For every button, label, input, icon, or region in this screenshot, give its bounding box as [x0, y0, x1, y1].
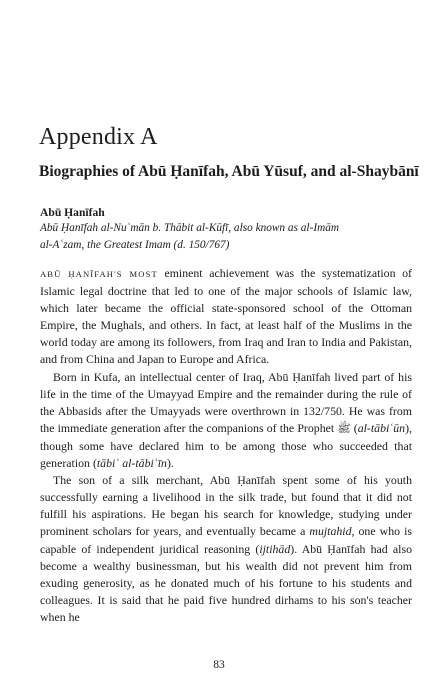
- paragraph-3-text-a: The son of a silk merchant, Abū Ḥanīfah spent some of his youth successfully earning a livelihood in the silk trade, but found that it did not fulfill his aspirations. He began his search for knowledge, studying under prominent scholars for years, and eventually became a: [40, 473, 412, 539]
- paragraph-2-text-a: Born in Kufa, an intellectual center of Iraq, Abū Ḥanīfah lived part of his life in the time of the Umayyad Empire and the remainder during the rule of the Abbasids after the Umayyads were overthrown in 132/750. He was from the immediate generation after the companions of the Prophet: [40, 369, 412, 435]
- term-al-tabiun: al-tābiʿūn: [357, 420, 406, 435]
- section-header: [40, 206, 412, 254]
- paragraph-2: [40, 369, 412, 473]
- term-ijtihad: ijtihād: [259, 541, 291, 556]
- paragraph-1: [40, 265, 412, 369]
- paragraph-2-text-d: ).: [166, 456, 174, 471]
- body-text: [40, 265, 412, 626]
- lead-in-smallcaps: ABŪ ḤANĪFAH'S MOST: [40, 269, 158, 279]
- honorific-glyph: ﷺ: [337, 422, 351, 435]
- paragraph-3-text-c: ). Abū Ḥanīfah had also become a wealthy businessman, but his wealth did not prevent him from exuding generosity, as he donated much of his fortune to his students and colleagues. It is said that he paid five hundred dirhams to his son's teacher when he: [40, 541, 412, 624]
- term-mujtahid: mujtahid: [309, 524, 352, 539]
- paragraph-2-text-c: ), though some have declared him to be among those who succeeded that generation (: [40, 420, 412, 471]
- appendix-title: Appendix A: [39, 124, 158, 150]
- term-tabi-al-tabiin: tābiʿ al-tābiʿīn: [96, 456, 167, 471]
- paragraph-2-text-b: (: [350, 420, 358, 435]
- appendix-subtitle: Biographies of Abū Ḥanīfah, Abū Yūsuf, and al-Shaybānī: [39, 163, 419, 180]
- paragraph-3: [40, 472, 412, 626]
- section-epithet: Abū Ḥanīfah al-Nuʿmān b. Thābit al-Kūfī, also known as al-Imām al-Aʿzam, the Greatest Imam (d. 150/767): [40, 222, 340, 251]
- page-number: 83: [213, 659, 225, 671]
- section-heading: Abū Ḥanīfah: [40, 206, 105, 219]
- paragraph-3-text-b: , one who is capable of independent juridical reasoning (: [40, 524, 412, 556]
- paragraph-1-text: eminent achievement was the systematization of Islamic legal doctrine that led to one of the major schools of Islamic law, which later became the official state-sponsored school of the Ottoman Empire, the Mughals, and others. In fact, at least half of the Muslims in the world today are among its followers, from Iraq and Iran to India and Pakistan, and from China and Japan to Europe and Africa.: [40, 266, 412, 367]
